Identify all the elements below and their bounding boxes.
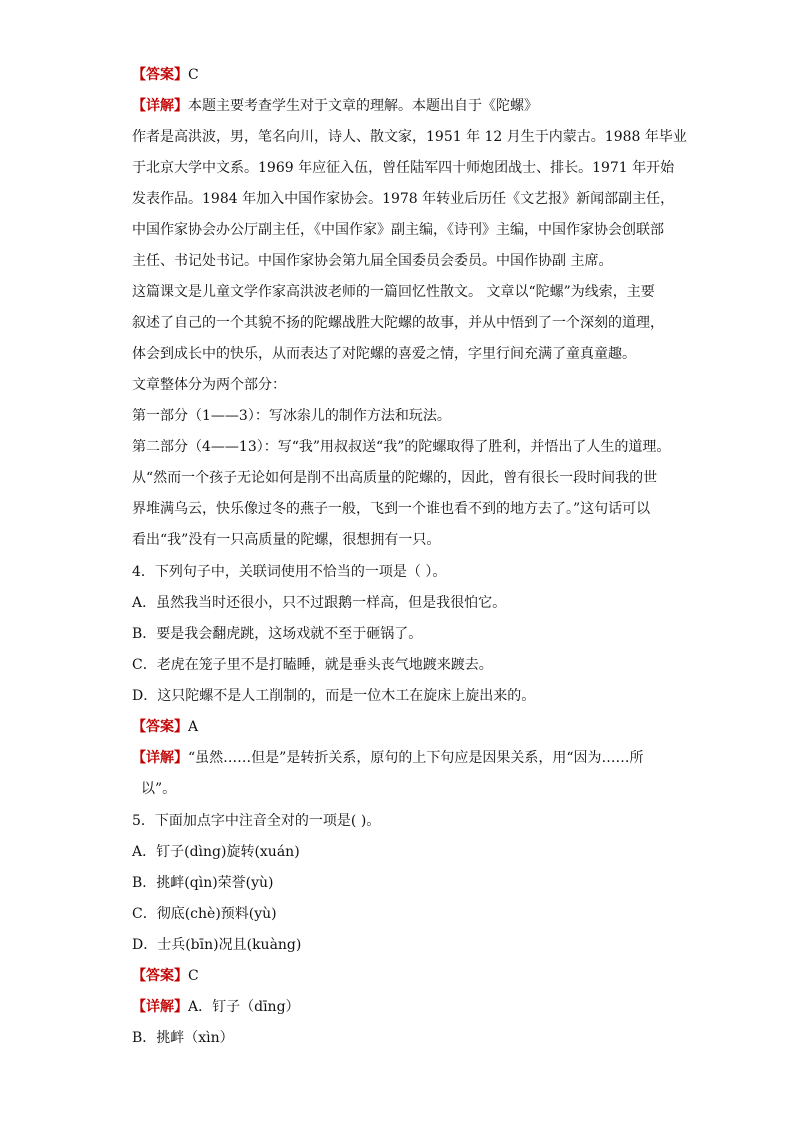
paragraph-line: 作者是高洪波，男，笔名向川，诗人、散文家，1951 年 12 月生于内蒙古。1988 年毕业 <box>132 129 687 145</box>
detail-tag: 【详解】 <box>132 999 188 1015</box>
q4-option-a: A．虽然我当时还很小，只不过跟鹅一样高，但是我很怕它。 <box>132 595 507 611</box>
paragraph-line: 第二部分（4——13）：写“我”用叔叔送“我”的陀螺取得了胜利，并悟出了人生的道理。 <box>132 439 671 455</box>
answer-value: A <box>188 719 199 735</box>
q5-detail-line <box>132 997 672 1017</box>
paragraph-line: 体会到成长中的快乐，从而表达了对陀螺的喜爱之情，字里行间充满了童真童趣。 <box>132 346 636 362</box>
q5-option-b: B．挑衅(qìn)荣誉(yù) <box>132 875 274 891</box>
q5-option-d: D．士兵(bīn)况且(kuàng) <box>132 937 302 953</box>
q5-detail-continued: B．挑衅（xìn） <box>132 1030 234 1046</box>
paragraph-line: 文章整体分为两个部分： <box>132 377 286 393</box>
q3-answer-line <box>132 65 672 85</box>
q4-detail-line <box>132 748 672 768</box>
paragraph-line: 从“然而一个孩子无论如何是削不出高质量的陀螺的，因此，曾有很长一段时间我的世 <box>132 470 658 486</box>
q5-option-a: A．钉子(dìng)旋转(xuán) <box>132 844 300 860</box>
paragraph-line: 中国作家协会办公厅副主任，《中国作家》副主编，《诗刊》主编，中国作家协会创联部 <box>132 222 664 238</box>
paragraph-line: 发表作品。1984 年加入中国作家协会。1978 年转业后历任《文艺报》新闻部副主任， <box>132 191 675 207</box>
detail-text: “虽然……但是”是转折关系，原句的上下句应是因果关系，用“因为……所 <box>188 750 644 766</box>
paragraph-line: 于北京大学中文系。1969 年应征入伍，曾任陆军四十师炮团战士、排长。1971 年开始 <box>132 160 675 176</box>
q3-detail-line <box>132 96 672 116</box>
q4-stem: 4．下列句子中，关联词使用不恰当的一项是（ ）。 <box>132 564 447 580</box>
q5-stem: 5．下面加点字中注音全对的一项是( )。 <box>132 813 381 829</box>
answer-value: C <box>188 67 199 83</box>
detail-text: A．钉子（dīng） <box>188 999 300 1015</box>
paragraph-line: 界堆满乌云，快乐像过冬的燕子一般，飞到一个谁也看不到的地方去了。”这句话可以 <box>132 501 651 517</box>
paragraph-line: 这篇课文是儿童文学作家高洪波老师的一篇回忆性散文。 文章以“陀螺”为线索，主要 <box>132 284 655 300</box>
answer-tag: 【答案】 <box>132 67 188 83</box>
q4-option-d: D．这只陀螺不是人工削制的，而是一位木工在旋床上旋出来的。 <box>132 688 536 704</box>
detail-text: 本题主要考查学生对于文章的理解。本题出自于《陀螺》 <box>188 98 538 114</box>
q4-detail-continued: 以”。 <box>141 781 177 797</box>
paragraph-line: 第一部分（1——3）：写冰尜儿的制作方法和玩法。 <box>132 408 451 424</box>
q5-answer-line <box>132 966 672 986</box>
paragraph-line: 叙述了自己的一个其貌不扬的陀螺战胜大陀螺的故事，并从中悟到了一个深刻的道理， <box>132 315 664 331</box>
answer-tag: 【答案】 <box>132 719 188 735</box>
q5-option-c: C．彻底(chè)预料(yù) <box>132 906 277 922</box>
paragraph-line: 看出“我”没有一只高质量的陀螺，很想拥有一只。 <box>132 532 441 548</box>
q4-answer-line <box>132 717 672 737</box>
q4-option-c: C．老虎在笼子里不是打瞌睡，就是垂头丧气地踱来踱去。 <box>132 657 493 673</box>
detail-tag: 【详解】 <box>132 750 188 766</box>
answer-tag: 【答案】 <box>132 968 188 984</box>
answer-value: C <box>188 968 199 984</box>
paragraph-line: 主任、书记处书记。中国作家协会第九届全国委员会委员。中国作协副 主席。 <box>132 253 613 269</box>
detail-tag: 【详解】 <box>132 98 188 114</box>
q4-option-b: B．要是我会翻虎跳，这场戏就不至于砸锅了。 <box>132 626 423 642</box>
